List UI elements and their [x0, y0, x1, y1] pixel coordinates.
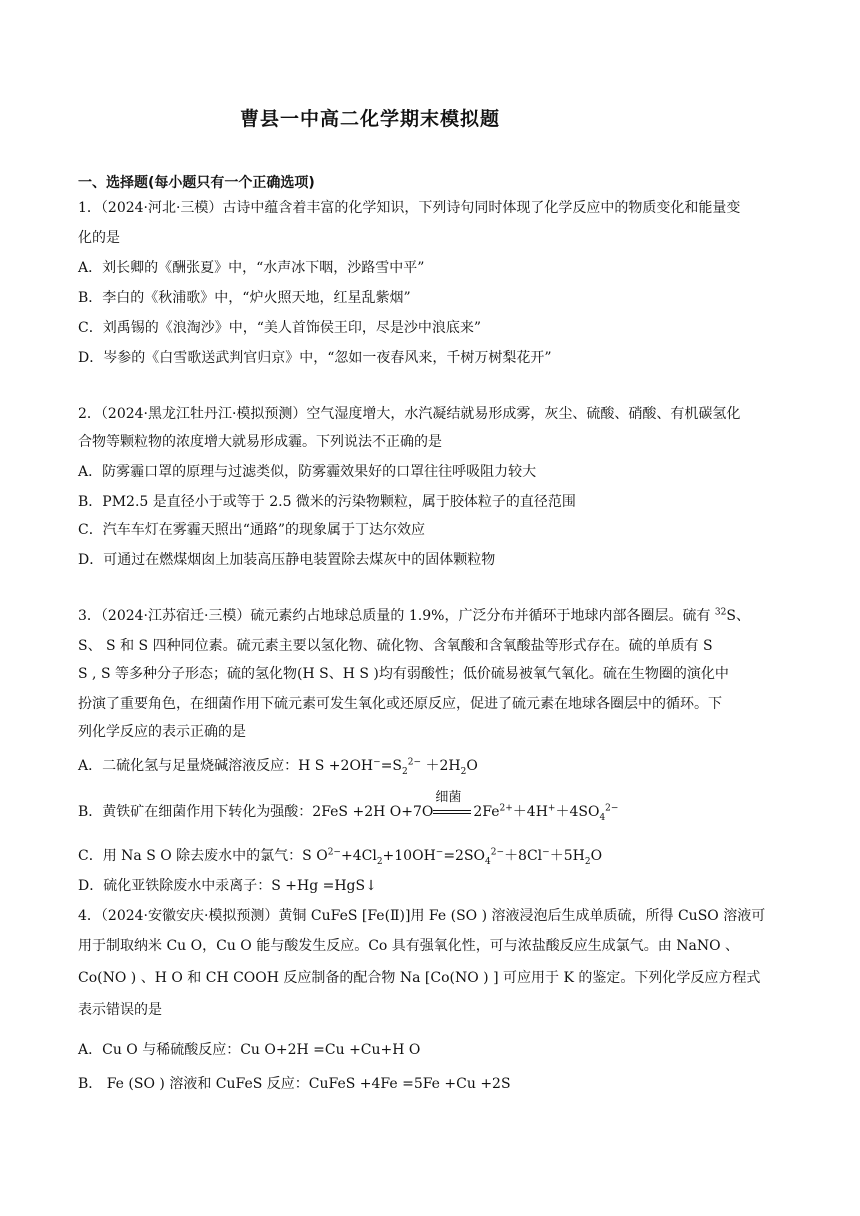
- q3-stem-line5: 列化学反应的表示正确的是: [78, 724, 246, 740]
- q2-stem-line2: 合物等颗粒物的浓度增大就易形成霾。下列说法不正确的是: [78, 434, 442, 450]
- q3-stem-line2: [78, 636, 788, 656]
- q3-option-b: B．黄铁矿在细菌作用下转化为强酸：2FeS +2H O+7O 细菌 $2Fe^{2+}+4H^++4SO_4^{2-}$: [78, 790, 619, 823]
- q2-stem-line1: 2．（2024·黑龙江牡丹江·模拟预测）空气湿度增大，水汽凝结就易形成雾，灰尘、硫酸、硝酸、有机碳氢化: [78, 406, 741, 422]
- q3-option-d: D．硫化亚铁除废水中汞离子：S +Hg =HgS↓: [78, 878, 377, 894]
- q3-option-c: C．用 Na S O 除去废水中的氯气：S $O^{2-}+4Cl_2+10OH^-=2SO_4^{2-}+8Cl^-+5H_2O$: [78, 847, 603, 867]
- q2-option-a: A．防雾霾口罩的原理与过滤类似，防雾霾效果好的口罩往往呼吸阻力较大: [78, 464, 537, 480]
- page-title: 曹县一中高二化学期末模拟题: [240, 108, 501, 130]
- q1-option-c: C．刘禹锡的《浪淘沙》中，“美人首饰侯王印，尽是沙中浪底来”: [78, 320, 482, 336]
- q4-stem-line3: Co(NO ) 、H O 和 CH COOH 反应制备的配合物 Na [Co(NO ) ] 可应用于 K 的鉴定。下列化学反应方程式: [78, 970, 761, 986]
- q3-stem-line3: S , S 等多种分子形态；硫的氢化物(H S、H S )均有弱酸性；低价硫易被氧气氧化。硫在生物圈的演化中: [78, 666, 729, 682]
- q1-option-d: D．岑参的《白雪歌送武判官归京》中，“忽如一夜春风来，千树万树梨花开”: [78, 350, 552, 366]
- q2-option-d: D．可通过在燃煤烟囱上加装高压静电装置除去煤灰中的固体颗粒物: [78, 552, 496, 568]
- q3-option-c-text: C．用 Na S O 除去废水中的氯气：S O: [78, 848, 328, 864]
- q3-option-a: A．二硫化氢与足量烧碱溶液反应：H $S +2OH^-=S_2^{2-} +2H_2O$: [78, 757, 478, 777]
- q1-option-a: A．刘长卿的《酬张夏》中，“水声冰下咽，沙路雪中平”: [78, 260, 425, 276]
- q3-option-a-text: A．二硫化氢与足量烧碱溶液反应：H S +2OH: [78, 758, 374, 774]
- bacteria-label: 细菌: [435, 790, 462, 805]
- bacteria-condition: [433, 790, 473, 822]
- q3-stem-line2-text: S、 S 和 S 四种同位素。硫元素主要以氢化物、硫化物、含氧酸和含氧酸盐等形式存在。硫的单质有 S: [78, 638, 713, 654]
- q4-option-a: A．Cu O 与稀硫酸反应：Cu O+2H =Cu +Cu+H O: [78, 1042, 421, 1058]
- q1-stem-line2: 化的是: [78, 230, 120, 246]
- q1-stem-line1: 1．（2024·河北·三模）古诗中蕴含着丰富的化学知识，下列诗句同时体现了化学反应中的物质变化和能量变: [78, 200, 741, 216]
- q3-stem-line1: 3．（2024·江苏宿迁·三模）硫元素约占地球总质量的 1.9%，广泛分布并循环于地球内部各圈层。硫有 $^{32}$S、: [78, 607, 750, 624]
- q3-stem-line4: 扮演了重要角色，在细菌作用下硫元素可发生氧化或还原反应，促进了硫元素在地球各圈层中的循环。下: [78, 696, 722, 712]
- q4-stem-line4: 表示错误的是: [78, 1002, 162, 1018]
- q4-stem-line1: 4．（2024·安徽安庆·模拟预测）黄铜 CuFeS [Fe(Ⅱ)]用 Fe (SO ) 溶液浸泡后生成单质硫，所得 CuSO 溶液可: [78, 908, 766, 924]
- q4-stem-line2: 用于制取纳米 Cu O，Cu O 能与酸发生反应。Co 具有强氧化性，可与浓盐酸反应生成氯气。由 NaNO 、: [78, 938, 740, 954]
- q3-option-b-text: B．黄铁矿在细菌作用下转化为强酸：2FeS +2H O+7O: [78, 804, 434, 820]
- q2-option-c: C．汽车车灯在雾霾天照出“通路”的现象属于丁达尔效应: [78, 522, 426, 538]
- q1-option-b: B．李白的《秋浦歌》中，“炉火照天地，红星乱紫烟”: [78, 290, 411, 306]
- q4-option-b: B． Fe (SO ) 溶液和 CuFeS 反应：CuFeS +4Fe =5Fe +Cu +2S: [78, 1076, 511, 1092]
- section-heading: 一、选择题(每小题只有一个正确选项): [78, 175, 315, 191]
- q3-stem-line1-end: S、: [726, 608, 750, 624]
- q2-option-b: B．PM2.5 是直径小于或等于 2.5 微米的污染物颗粒，属于胶体粒子的直径范围: [78, 494, 576, 510]
- q3-stem-line1-text: 3．（2024·江苏宿迁·三模）硫元素约占地球总质量的 1.9%，广泛分布并循环于地球内部各圈层。硫有: [78, 608, 715, 624]
